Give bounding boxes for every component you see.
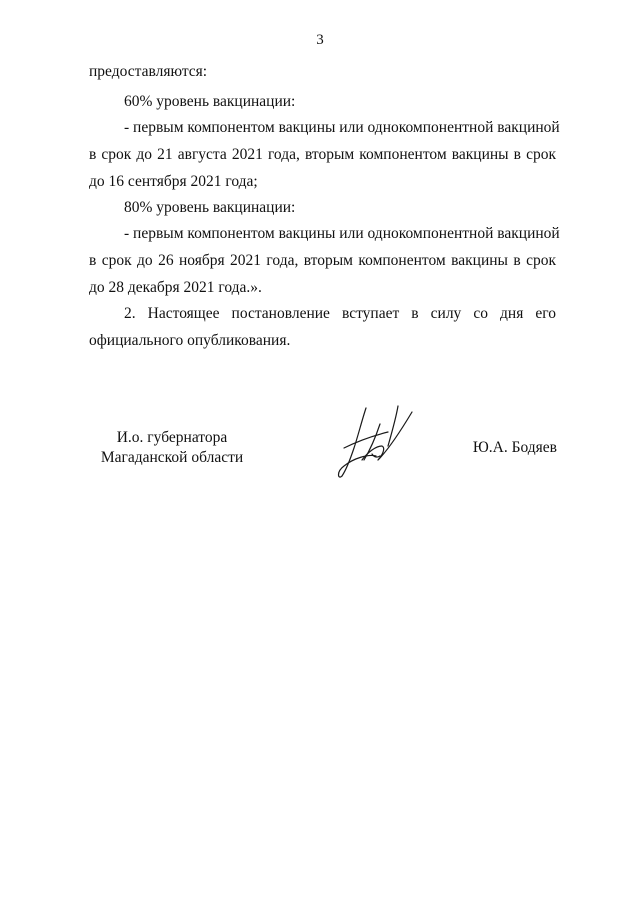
text-line-60-deadline: в срок до 21 августа 2021 года, вторым компонентом вакцины в срок <box>89 146 556 163</box>
text-line-provided: предоставляются: <box>89 63 208 80</box>
text-line-80-percent-heading: 80% уровень вакцинации: <box>124 199 296 216</box>
signatory-title-line-1: И.о. губернатора <box>116 429 228 446</box>
text-line-80-first-component: - первым компонентом вакцины или однокомпонентной вакциной <box>124 225 560 242</box>
handwritten-signature <box>332 402 424 484</box>
signatory-name: Ю.А. Бодяев <box>472 439 557 456</box>
text-line-60-first-component: - первым компонентом вакцины или однокомпонентной вакциной <box>124 119 560 136</box>
text-line-60-percent-heading: 60% уровень вакцинации: <box>124 93 296 110</box>
page-number: 3 <box>316 32 324 48</box>
signatory-title-line-2: Магаданской области <box>100 449 244 466</box>
text-line-resolution-effect: 2. Настоящее постановление вступает в силу со дня его <box>124 305 556 322</box>
text-line-official-publication: официального опубликования. <box>89 332 291 349</box>
text-line-80-second-deadline: до 28 декабря 2021 года.». <box>89 279 262 296</box>
text-line-60-second-deadline: до 16 сентября 2021 года; <box>89 173 258 190</box>
text-line-80-deadline: в срок до 26 ноября 2021 года, вторым компонентом вакцины в срок <box>89 252 556 269</box>
